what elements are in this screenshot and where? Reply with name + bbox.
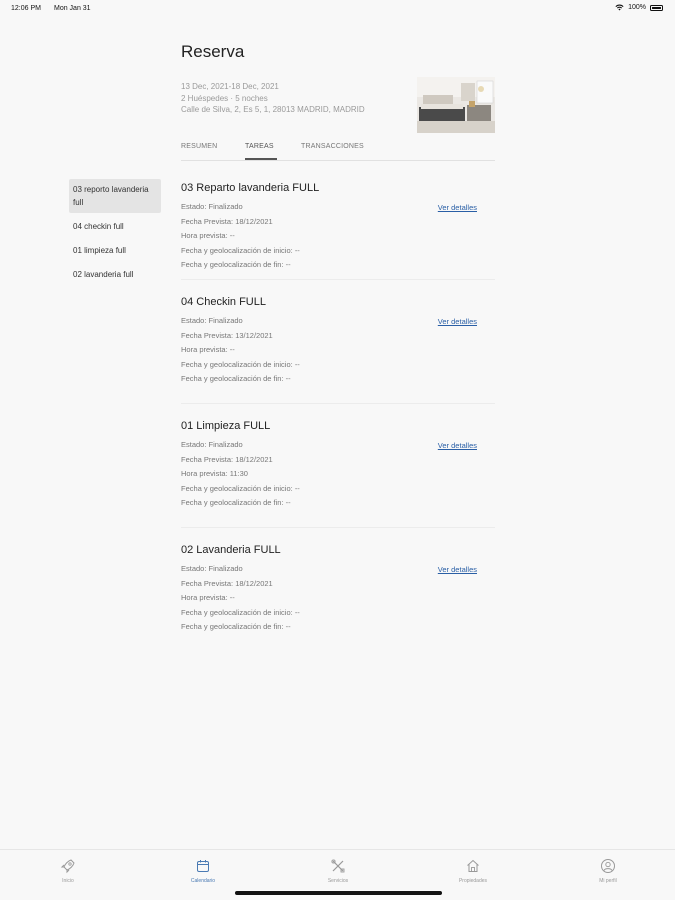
task-hora: Hora prevista: -- (181, 593, 235, 602)
tab-tareas[interactable]: TAREAS (245, 143, 274, 150)
task-fecha: Fecha Prevista: 13/12/2021 (181, 330, 273, 340)
task-hora: Hora prevista: -- (181, 345, 235, 354)
divider (181, 527, 495, 528)
task-fin: Fecha y geolocalización de fin: -- (181, 498, 291, 507)
task-fecha: Fecha Prevista: 18/12/2021 (181, 216, 273, 226)
nav-mi-perfil[interactable] (578, 858, 638, 884)
active-tab-indicator (245, 158, 277, 160)
nav-propiedades[interactable] (443, 858, 503, 884)
sidebar-item-limpieza[interactable]: 01 limpieza full (73, 246, 126, 255)
task-hora: Hora prevista: 11:30 (181, 469, 248, 478)
ver-detalles-link[interactable]: Ver detalles (437, 565, 477, 574)
task-title: 02 Lavanderia FULL (181, 544, 281, 556)
task-inicio: Fecha y geolocalización de inicio: -- (181, 359, 300, 369)
task-title: 01 Limpieza FULL (181, 420, 271, 432)
sidebar-item-checkin[interactable]: 04 checkin full (73, 222, 124, 231)
nav-servicios[interactable] (308, 858, 368, 884)
task-fin: Fecha y geolocalización de fin: -- (181, 622, 291, 631)
task-fecha: Fecha Prevista: 18/12/2021 (181, 578, 273, 588)
ver-detalles-link[interactable]: Ver detalles (437, 317, 477, 326)
task-card (181, 420, 495, 511)
nav-label: Calendario (190, 878, 216, 884)
divider (181, 279, 495, 280)
property-photo (417, 77, 495, 133)
nav-inicio[interactable] (38, 858, 98, 884)
nav-label: Mi perfil (599, 878, 617, 884)
task-fecha: Fecha Prevista: 18/12/2021 (181, 454, 273, 464)
task-fin: Fecha y geolocalización de fin: -- (181, 374, 291, 383)
user-icon (600, 858, 616, 874)
page-title: Reserva (181, 42, 245, 61)
task-inicio: Fecha y geolocalización de inicio: -- (181, 245, 300, 255)
tools-icon (330, 858, 346, 874)
task-sidebar (69, 179, 161, 288)
home-indicator (235, 891, 442, 895)
nav-label: Propiedades (458, 878, 488, 884)
battery-percent: 100% (628, 4, 646, 11)
calendar-icon (195, 858, 211, 874)
task-estado: Estado: Finalizado (181, 202, 243, 211)
task-estado: Estado: Finalizado (181, 440, 243, 449)
task-estado: Estado: Finalizado (181, 564, 243, 573)
wifi-icon (615, 4, 624, 11)
task-fin: Fecha y geolocalización de fin: -- (181, 260, 291, 269)
booking-dates: 13 Dec, 2021-18 Dec, 2021 (181, 82, 279, 91)
nav-calendario[interactable] (173, 858, 233, 884)
nav-label: Inicio (62, 878, 74, 884)
status-date: Mon Jan 31 (54, 5, 91, 12)
ver-detalles-link[interactable]: Ver detalles (437, 203, 477, 212)
sidebar-item-reparto-lavanderia[interactable]: 03 reporto lavanderia full (69, 179, 161, 213)
booking-guests: 2 Huéspedes · 5 noches (181, 93, 268, 103)
rocket-icon (60, 858, 76, 874)
tab-resumen[interactable]: RESUMEN (181, 143, 218, 150)
divider (181, 403, 495, 404)
ver-detalles-link[interactable]: Ver detalles (437, 441, 477, 450)
task-card (181, 544, 495, 635)
sidebar-item-lavanderia[interactable]: 02 lavanderia full (73, 270, 134, 279)
task-card (181, 182, 495, 273)
status-time: 12:06 PM (11, 5, 41, 12)
property-photo-image (417, 77, 495, 133)
tab-transacciones[interactable]: TRANSACCIONES (301, 143, 364, 150)
task-title: 03 Reparto lavanderia FULL (181, 182, 320, 194)
booking-info (181, 81, 365, 116)
booking-address: Calle de Silva, 2, Es 5, 1, 28013 MADRID, MADRID (181, 105, 365, 114)
task-inicio: Fecha y geolocalización de inicio: -- (181, 483, 300, 493)
status-right (615, 4, 663, 11)
task-card (181, 296, 495, 387)
tab-bar (181, 139, 495, 161)
status-bar (0, 0, 675, 16)
task-title: 04 Checkin FULL (181, 296, 266, 308)
task-hora: Hora prevista: -- (181, 231, 235, 240)
nav-label: Servicios (327, 878, 349, 884)
house-icon (465, 858, 481, 874)
task-inicio: Fecha y geolocalización de inicio: -- (181, 607, 300, 617)
battery-icon (650, 5, 663, 11)
task-estado: Estado: Finalizado (181, 316, 243, 325)
